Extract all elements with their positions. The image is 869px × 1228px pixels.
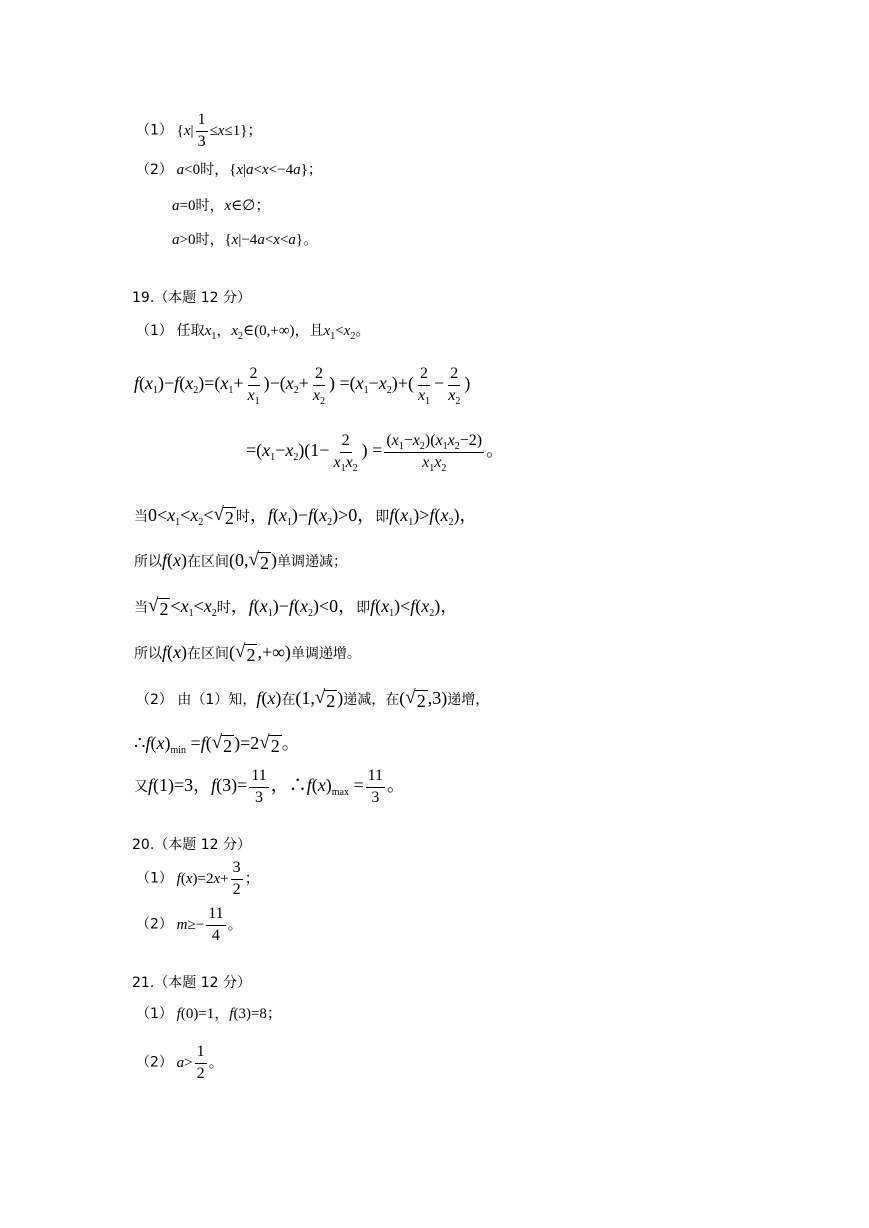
line-19-5 <box>134 550 347 574</box>
math-expression: 当 √ 2 $<x_1<x_2$时，$f(x_1)-f(x_2)<0$，即$f(x_1)<f(x_2)$， <box>134 595 459 619</box>
item-label: （1） <box>136 870 173 887</box>
item-label: （1） <box>136 323 173 339</box>
line-18-3 <box>172 199 270 214</box>
math-expression: a>0时，{x|−4a<x<a}。 <box>172 232 319 248</box>
line-19-10 <box>134 768 405 807</box>
item-label: （2） <box>136 162 173 178</box>
item-label: （1） <box>136 1006 173 1022</box>
line-18-1 <box>136 112 262 151</box>
math-expression: f(0)=1，f(3)=8； <box>176 1006 282 1022</box>
line-18-2 <box>136 163 323 178</box>
math-expression: 所以f(x)在区间(0, √ 2 )单调递减； <box>134 549 347 573</box>
math-expression: $f(x_1)-f(x_2)=(x_1+$ $\frac{2}{x_1}$ )$-(x_2+$ $\frac{2}{x_2}$ ) $=(x_1-x_2)+$( $\frac{2}{x_1}$ − $\frac{2}{x_2}$ ) <box>134 365 471 407</box>
math-expression: $\therefore f(x)_{min} =f$( √ 2 )=2 √ 2 。 <box>134 732 300 756</box>
line-20-2 <box>136 906 243 945</box>
line-19-7 <box>134 642 361 666</box>
line-19-2 <box>134 366 470 405</box>
line-21-2 <box>136 1044 224 1083</box>
math-expression: 当$0<x_1<x_2<$ √ 2 时，$f(x_1)-f(x_2)>0$，即$f(x_1)>f(x_2)$， <box>134 504 478 528</box>
line-19-9 <box>134 733 300 757</box>
line-19-4 <box>134 505 477 529</box>
question-19-title: 19.（本题 12 分） <box>132 290 251 306</box>
item-label: （2） <box>136 1054 173 1071</box>
line-19-1 <box>136 323 371 342</box>
question-20-title: 20.（本题 12 分） <box>132 837 251 853</box>
item-label: （1） <box>136 122 173 139</box>
math-expression: $=(x_1-x_2)(1-$ $\frac{2}{x_1x_2}$ ) = $\frac{(x_1-x_2)(x_1x_2-2)}{x_1x_2}$ 。 <box>246 432 505 474</box>
math-expression: a> $\frac{1}{2}$ 。 <box>176 1043 224 1082</box>
line-19-8 <box>136 688 489 712</box>
line-19-6 <box>134 596 458 620</box>
math-expression: {x| $\frac{1}{3}$ ≤x≤1}； <box>176 111 263 150</box>
math-expression: 又f(1)=3，f(3)= $\frac{11}{3}$ ，$\therefore f(x)_{max}$ = $\frac{11}{3}$ 。 <box>134 767 406 806</box>
line-19-3 <box>246 433 504 472</box>
math-expression: a<0时，{x|a<x<−4a}； <box>176 162 323 178</box>
math-expression: 任取$x_1$，$x_2\in(0,+\infty)$，且$x_1<x_2$。 <box>176 323 371 342</box>
math-expression: f(x)=2x+ $\frac{3}{2}$ ； <box>176 859 260 898</box>
line-20-1 <box>136 860 260 899</box>
math-expression: 由（1）知，f(x)在(1, √ 2 )递减，在( √ 2 ,3)递增， <box>177 687 490 711</box>
math-expression: 所以f(x)在区间( √ 2 ,+∞)单调递增。 <box>134 641 361 665</box>
math-expression: a=0时，x∈∅； <box>172 198 271 214</box>
line-18-4 <box>172 233 318 248</box>
question-21-title: 21.（本题 12 分） <box>132 975 251 991</box>
item-label: （2） <box>136 916 173 933</box>
line-21-1 <box>136 1007 282 1022</box>
item-label: （2） <box>136 691 173 708</box>
math-expression: m≥− $\frac{11}{4}$ 。 <box>176 905 243 944</box>
